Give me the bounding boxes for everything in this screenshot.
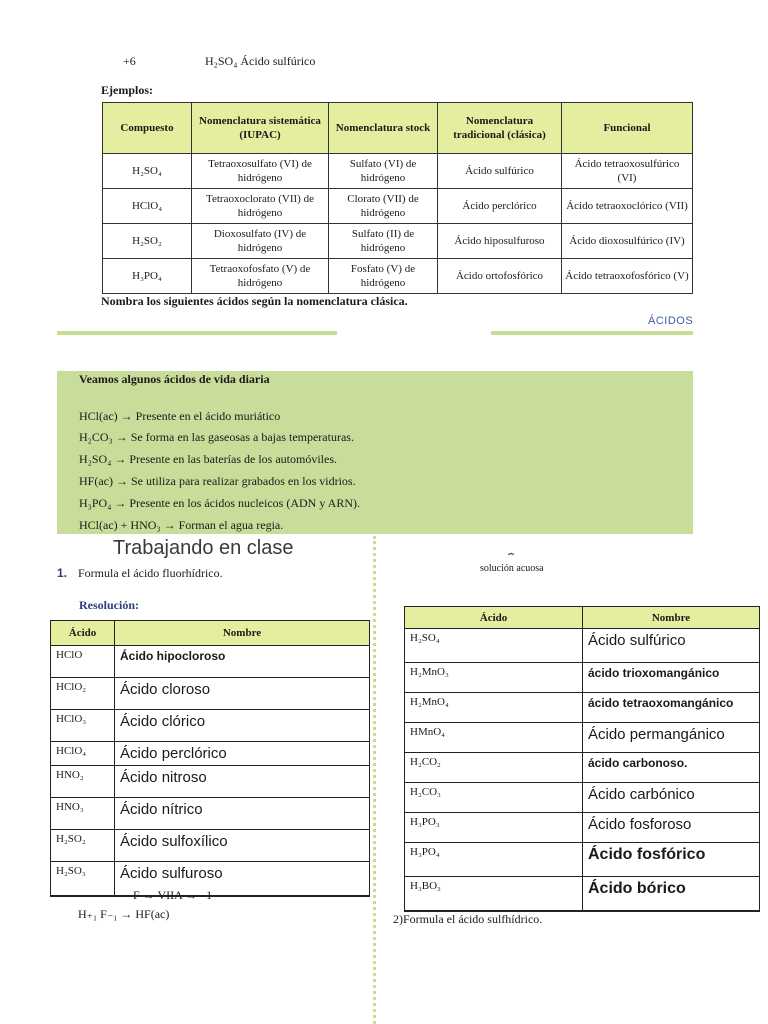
table-cell: Ácido sulfúrico xyxy=(438,154,562,189)
table-cell: Ácido hiposulfuroso xyxy=(438,224,562,259)
table-row xyxy=(103,189,693,224)
table-row xyxy=(405,753,760,783)
resolution-label: Resolución: xyxy=(79,598,139,612)
table-cell: H₂SO₂ xyxy=(103,224,192,259)
table-header: Ácido xyxy=(51,621,115,646)
table-row xyxy=(405,783,760,813)
acid-formula: H₃PO₄ xyxy=(405,843,583,877)
acid-name: Ácido nítrico xyxy=(115,798,370,830)
acid-name: Ácido fosfórico xyxy=(583,843,760,877)
section-title: Trabajando en clase xyxy=(113,537,294,559)
section-header: ÁCIDOS xyxy=(648,315,694,327)
table-cell: Tetraoxoclorato (VII) de hidrógeno xyxy=(192,189,329,224)
table-cell: Ácido tetraoxofosfórico (V) xyxy=(562,259,693,294)
table-header: Nombre xyxy=(115,621,370,646)
aqueous-solution-note xyxy=(480,554,544,574)
column-separator xyxy=(373,536,376,1024)
table-row xyxy=(51,678,370,710)
acid-formula: HClO xyxy=(51,646,115,678)
acid-formula: HNO₃ xyxy=(51,798,115,830)
table-row xyxy=(405,663,760,693)
table-row xyxy=(103,154,693,189)
daily-life-line: H₂SO₄ → Presente en las baterías de los automóviles. xyxy=(79,452,337,466)
table-row xyxy=(51,646,370,678)
table-cell: H₂SO₄ xyxy=(103,154,192,189)
hf-formula-line: H₊₁ F₋₁ → HF(ac) xyxy=(78,907,170,921)
acid-name: ácido carbonoso. xyxy=(583,753,760,783)
table-cell: Tetraoxosulfato (VI) de hidrógeno xyxy=(192,154,329,189)
acid-name: Ácido sulfúrico xyxy=(583,629,760,663)
table-cell: Tetraoxofosfato (V) de hidrógeno xyxy=(192,259,329,294)
table-header: Nomenclatura sistemática (IUPAC) xyxy=(192,103,329,154)
acid-table-left xyxy=(50,620,370,897)
acid-formula: HClO₄ xyxy=(51,742,115,766)
table-header: Nombre xyxy=(583,607,760,629)
acid-name: Ácido clórico xyxy=(115,710,370,742)
aqueous-solution-text: solución acuosa xyxy=(480,563,544,574)
table-row xyxy=(405,693,760,723)
table-header: Funcional xyxy=(562,103,693,154)
acid-name: Ácido fosforoso xyxy=(583,813,760,843)
acid-formula: HClO₂ xyxy=(51,678,115,710)
acid-formula: H₂SO₂ xyxy=(51,830,115,862)
acid-name: Ácido carbónico xyxy=(583,783,760,813)
acid-name: Ácido hipocloroso xyxy=(115,646,370,678)
table-row xyxy=(405,629,760,663)
table-row xyxy=(103,224,693,259)
daily-life-line: H₂CO₃ → Se forma en las gaseosas a bajas temperaturas. xyxy=(79,430,354,444)
table-cell: Dioxosulfato (IV) de hidrógeno xyxy=(192,224,329,259)
table-cell: Sulfato (II) de hidrógeno xyxy=(329,224,438,259)
table-row xyxy=(51,766,370,798)
acid-formula: HMnO₄ xyxy=(405,723,583,753)
table-row xyxy=(51,710,370,742)
table-row xyxy=(405,723,760,753)
acid-formula: H₃BO₃ xyxy=(405,877,583,912)
table-header: Ácido xyxy=(405,607,583,629)
table-row xyxy=(51,830,370,862)
daily-life-line: HCl(ac) → Presente en el ácido muriático xyxy=(79,409,281,423)
acid-name: ácido trioxomangánico xyxy=(583,663,760,693)
table-cell: Clorato (VII) de hidrógeno xyxy=(329,189,438,224)
acid-table-right xyxy=(404,606,760,912)
fluorine-group-line: F → VIIA → –1 xyxy=(133,888,213,902)
acid-name: Ácido sulfúrico xyxy=(240,54,316,68)
question-number: 1. xyxy=(57,566,68,580)
table-row xyxy=(51,798,370,830)
brace-icon: ⏞ xyxy=(508,554,514,565)
daily-life-line: HCl(ac) + HNO₃ → Forman el agua regia. xyxy=(79,518,284,532)
acid-name: Ácido bórico xyxy=(583,877,760,912)
acid-formula: H₂MnO₃ xyxy=(405,663,583,693)
daily-life-title: Veamos algunos ácidos de vida diaria xyxy=(79,372,270,386)
table-cell: Sulfato (VI) de hidrógeno xyxy=(329,154,438,189)
formula: H₂SO₄ xyxy=(205,54,238,68)
table-header: Nomenclatura stock xyxy=(329,103,438,154)
table-header: Compuesto xyxy=(103,103,192,154)
table-row xyxy=(51,742,370,766)
table-header-row xyxy=(51,621,370,646)
table-header: Nomenclatura tradicional (clásica) xyxy=(438,103,562,154)
examples-label: Ejemplos: xyxy=(101,83,153,97)
table-cell: Ácido perclórico xyxy=(438,189,562,224)
acid-formula: H₂SO₃ xyxy=(51,862,115,897)
question-text: Formula el ácido fluorhídrico. xyxy=(78,566,223,580)
table-row xyxy=(103,259,693,294)
table-cell: Ácido dioxosulfúrico (IV) xyxy=(562,224,693,259)
acid-name: Ácido permangánico xyxy=(583,723,760,753)
table-cell: H₃PO₄ xyxy=(103,259,192,294)
acid-name: Ácido nitroso xyxy=(115,766,370,798)
table-cell: Ácido tetraoxosulfúrico (VI) xyxy=(562,154,693,189)
table-row xyxy=(405,813,760,843)
table-cell: Fosfato (V) de hidrógeno xyxy=(329,259,438,294)
question-2: 2)Formula el ácido sulfhídrico. xyxy=(393,912,543,926)
acid-name: Ácido cloroso xyxy=(115,678,370,710)
acid-formula: H₂CO₃ xyxy=(405,783,583,813)
acid-formula: H₂SO₄ xyxy=(405,629,583,663)
examples-table xyxy=(102,102,693,294)
acid-formula: H₃PO₃ xyxy=(405,813,583,843)
table-header-row xyxy=(405,607,760,629)
table-header-row xyxy=(103,103,693,154)
table-cell: Ácido tetraoxoclórico (VII) xyxy=(562,189,693,224)
acid-formula: H₂CO₂ xyxy=(405,753,583,783)
acid-formula: HNO₂ xyxy=(51,766,115,798)
table-row xyxy=(405,877,760,912)
acid-name: ácido tetraoxomangánico xyxy=(583,693,760,723)
divider xyxy=(57,331,337,335)
acid-name: Ácido perclórico xyxy=(115,742,370,766)
instruction-text: Nombra los siguientes ácidos según la nomenclatura clásica. xyxy=(101,294,408,308)
daily-life-line: HF(ac) → Se utiliza para realizar grabados en los vidrios. xyxy=(79,474,356,488)
acid-name: Ácido sulfoxílico xyxy=(115,830,370,862)
table-row xyxy=(405,843,760,877)
oxidation-number: +6 xyxy=(123,54,136,68)
acid-formula: HClO₃ xyxy=(51,710,115,742)
acid-name: Ácido sulfuroso xyxy=(115,862,370,897)
divider xyxy=(491,331,693,335)
table-cell: Ácido ortofosfórico xyxy=(438,259,562,294)
table-cell: HClO₄ xyxy=(103,189,192,224)
acid-formula: H₂MnO₄ xyxy=(405,693,583,723)
oxidation-example-line xyxy=(123,54,315,69)
daily-life-line: H₃PO₄ → Presente en los ácidos nucleicos (ADN y ARN). xyxy=(79,496,360,510)
